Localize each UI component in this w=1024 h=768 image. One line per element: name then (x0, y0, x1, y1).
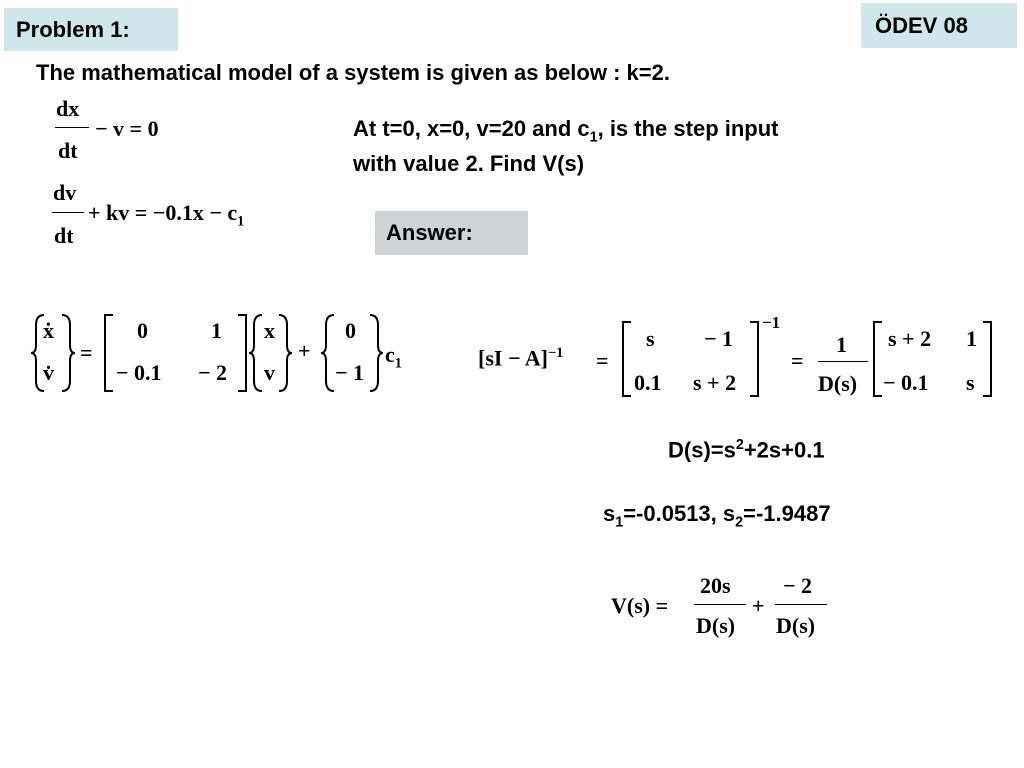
root1-s: s (603, 501, 616, 526)
lhs-right-brace (60, 313, 76, 393)
m-left-bracket (621, 320, 633, 398)
ds-definition (668, 437, 825, 463)
a-11: 0 (137, 318, 148, 343)
inverse-equals-2: = (791, 348, 804, 373)
ds-a: D(s)=s (668, 437, 736, 463)
a-left-bracket (103, 313, 115, 393)
m-superscript: −1 (762, 313, 781, 332)
b-1: 0 (345, 318, 356, 343)
eq1-numerator: dx (56, 96, 80, 121)
vs-bar2 (775, 604, 827, 605)
root1-val: =-0.0513, (623, 501, 723, 526)
inverse-frac-den: D(s) (818, 371, 858, 396)
vs-den2: D(s) (776, 613, 816, 638)
state-left-brace (248, 313, 264, 393)
state-v: v (264, 360, 275, 385)
vs-lhs: V(s) = (611, 593, 669, 618)
m-11: s (646, 326, 655, 351)
problem-label: Problem 1: (4, 8, 178, 51)
vs-plus: + (752, 593, 765, 618)
vs-num1: 20s (700, 573, 731, 598)
adj-22: s (966, 370, 975, 395)
lhs-x-dot: ẋ (43, 318, 54, 343)
adj-12: 1 (966, 326, 977, 351)
intro-text: The mathematical model of a system is given as below : k=2. (36, 60, 670, 85)
eq2-rest-sub: 1 (237, 213, 245, 230)
vs-num2: − 2 (783, 573, 813, 598)
inverse-frac-num: 1 (836, 332, 847, 357)
ss-plus: + (298, 338, 311, 363)
a-right-bracket (236, 313, 248, 393)
ss-input (385, 344, 402, 371)
eq1-denominator: dt (58, 138, 78, 163)
adj-right-bracket (981, 320, 993, 398)
eq2-rest-main: + kv = −0.1x − c (88, 200, 238, 225)
state-x: x (264, 318, 275, 343)
lhs-v-dot: v̇ (43, 360, 54, 385)
root2-sub: 2 (735, 514, 744, 531)
ds-sup: 2 (735, 437, 744, 453)
ss-input-sub: 1 (394, 355, 402, 372)
m-21: 0.1 (634, 370, 662, 395)
ds-b: +2s+0.1 (743, 437, 825, 463)
eq1-fraction-bar (55, 127, 89, 128)
conditions-line-2: with value 2. Find V(s) (353, 151, 585, 176)
vs-bar1 (694, 604, 746, 605)
ss-input-c: c (385, 342, 395, 367)
m-right-bracket (748, 320, 760, 398)
adj-21: − 0.1 (883, 370, 929, 395)
root2-s: s (722, 501, 736, 526)
root2-val: =-1.9487 (743, 501, 831, 526)
cond-line1-sub: 1 (589, 129, 598, 146)
b-2: − 1 (335, 360, 365, 385)
eq2-numerator: dv (53, 180, 77, 205)
inverse-equals-1: = (596, 348, 609, 373)
b-left-brace (320, 313, 336, 393)
inverse-lhs (478, 346, 563, 369)
ss-equals: = (80, 340, 93, 365)
inverse-lhs-main: [sI − A] (478, 345, 548, 371)
eq2-denominator: dt (54, 223, 74, 248)
state-right-brace (277, 313, 293, 393)
roots-line (603, 501, 831, 530)
a-21: − 0.1 (116, 360, 162, 385)
answer-label: Answer: (375, 211, 528, 255)
homework-label: ÖDEV 08 (861, 3, 1017, 48)
eq2-rest (88, 202, 244, 229)
b-right-brace (368, 313, 384, 393)
cond-line1-a: At t=0, x=0, v=20 and c (353, 116, 590, 141)
cond-line1-b: , is the step input (597, 116, 779, 141)
conditions-line-1 (353, 116, 779, 145)
eq1-rest: − v = 0 (95, 116, 159, 141)
eq2-fraction-bar (52, 212, 84, 213)
inverse-lhs-sup: −1 (548, 345, 564, 361)
adj-11: s + 2 (888, 326, 932, 351)
a-22: − 2 (198, 360, 228, 385)
inverse-frac-bar (818, 361, 868, 362)
vs-den1: D(s) (696, 613, 736, 638)
m-12: − 1 (704, 326, 734, 351)
m-22: s + 2 (693, 370, 737, 395)
root1-sub: 1 (615, 514, 624, 531)
a-12: 1 (211, 318, 222, 343)
